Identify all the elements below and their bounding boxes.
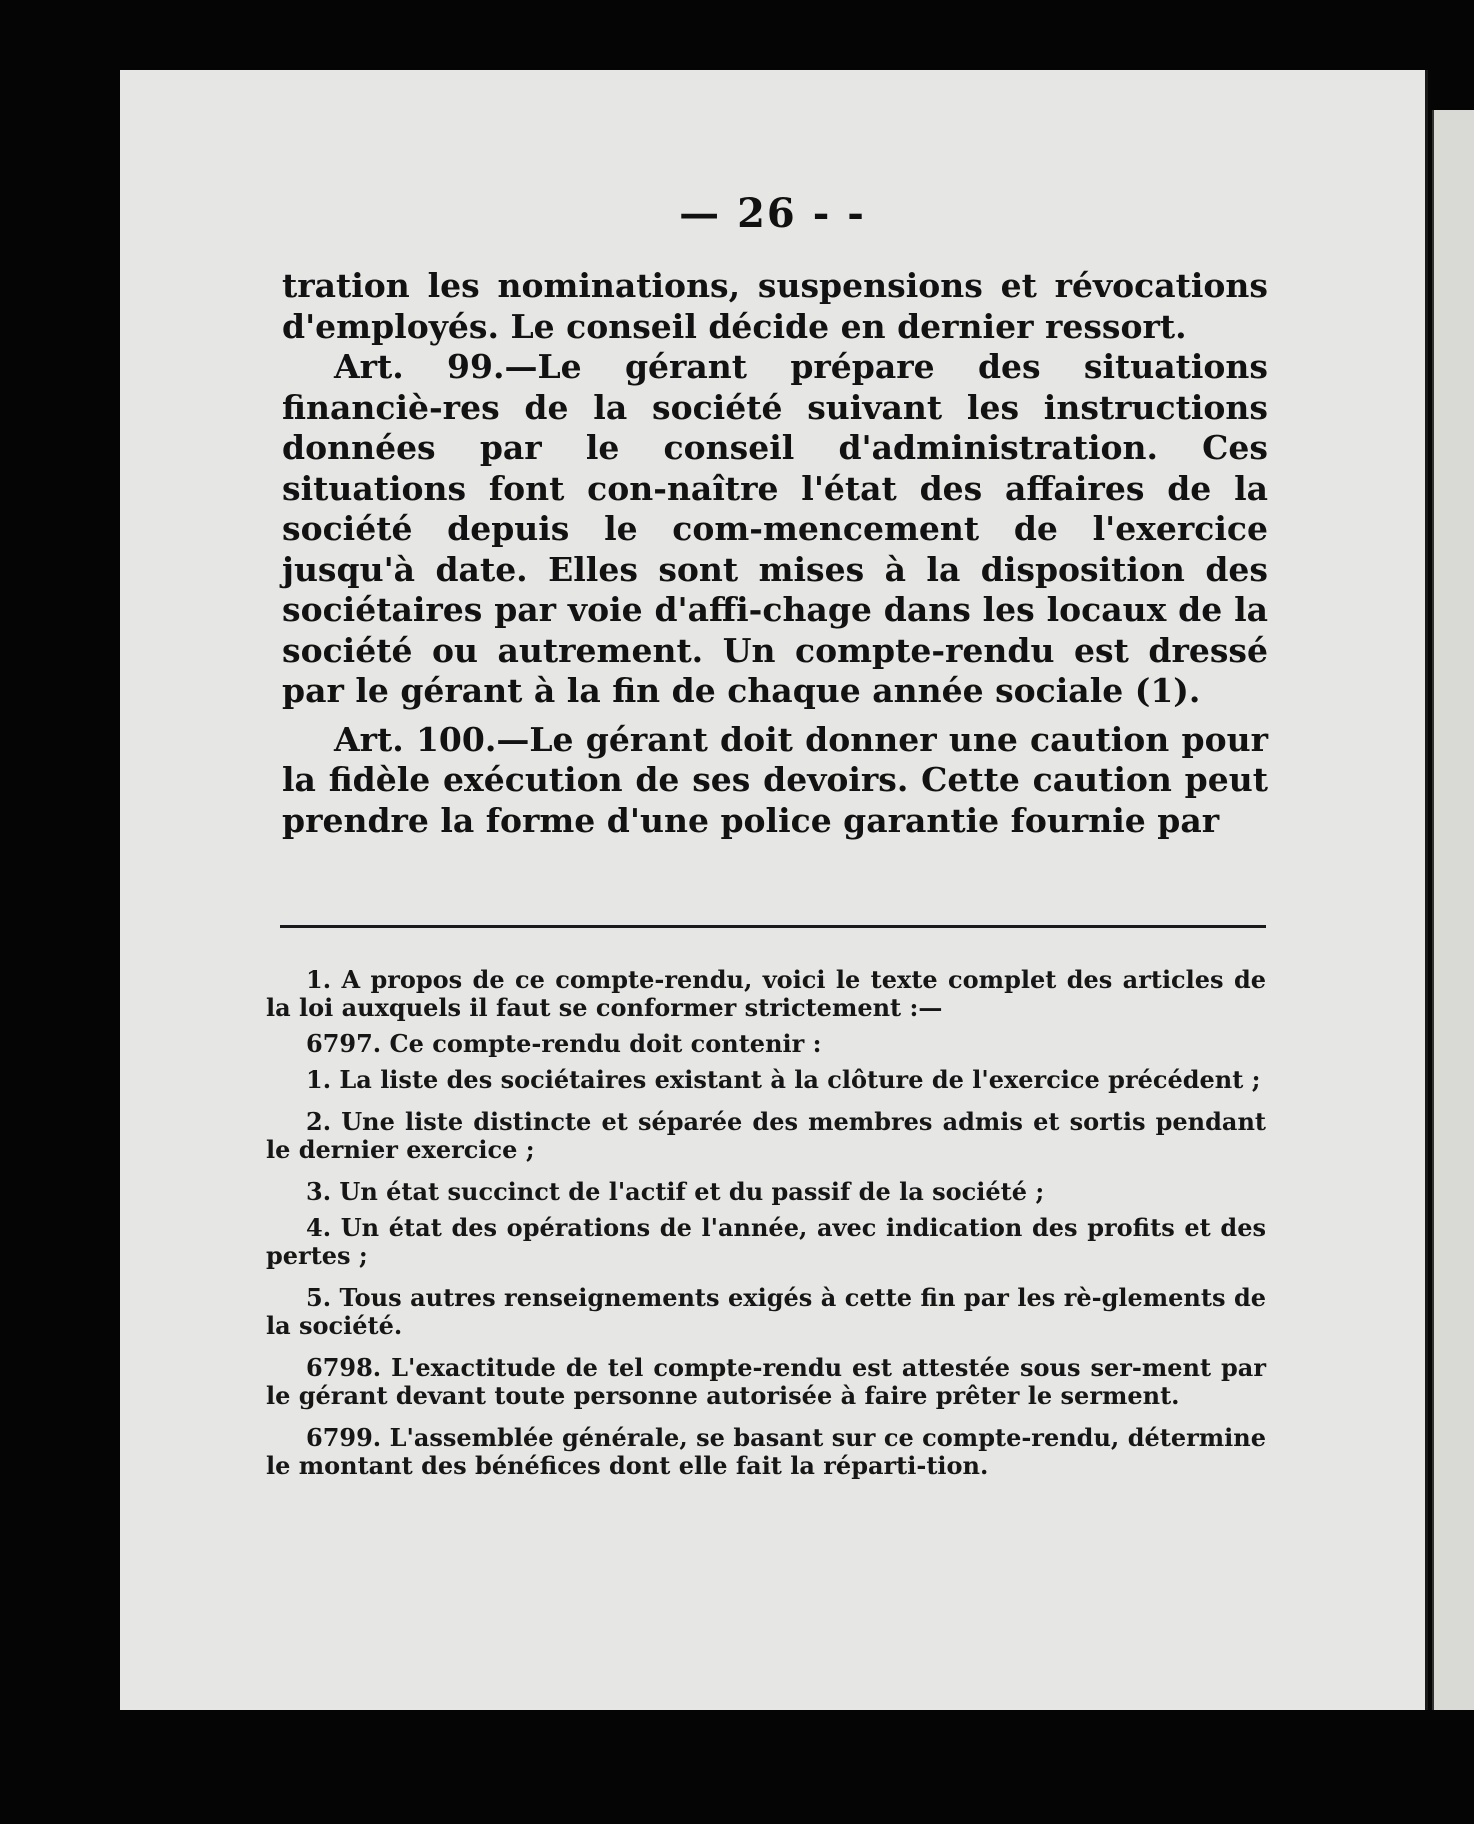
- body-paragraph-art-99: Art. 99.—Le gérant prépare des situations financiè-res de la société suivant les instructions données par le conseil d'administration. Ces situations font con-naître l'état des affaires de la société depuis le com-mencement de l'exercice jusqu'à date. Elles sont mises à la disposition des sociétaires par voie d'affi-chage dans les locaux de la société ou autrement. Un compte-rendu est dressé par le gérant à la fin de chaque année sociale (1).: [282, 347, 1268, 710]
- page-number: — 26 - -: [679, 190, 866, 237]
- footnote-item: 1. La liste des sociétaires existant à la clôture de l'exercice précédent ;: [306, 1065, 1261, 1094]
- footnote-item: 5. Tous autres renseignements exigés à cette fin par les rè-glements de la société.: [266, 1283, 1266, 1340]
- footnote-item: 6797. Ce compte-rendu doit contenir :: [306, 1029, 822, 1058]
- body-paragraph: tration les nominations, suspensions et révocations d'employés. Le conseil décide en dernier ressort.: [282, 266, 1268, 346]
- footnote-item: 1. A propos de ce compte-rendu, voici le texte complet des articles de la loi auxquels il faut se conformer strictement :—: [266, 965, 1266, 1022]
- footnote-item: 3. Un état succinct de l'actif et du passif de la société ;: [306, 1177, 1045, 1206]
- footnote-item: 2. Une liste distincte et séparée des membres admis et sortis pendant le dernier exercice ;: [266, 1107, 1266, 1164]
- footnote-item: 6799. L'assemblée générale, se basant sur ce compte-rendu, détermine le montant des bénéfices dont elle fait la réparti-tion.: [266, 1423, 1266, 1480]
- footnote-separator: [280, 925, 1266, 928]
- body-text: [282, 266, 1268, 841]
- footnote-item: 6798. L'exactitude de tel compte-rendu est attestée sous ser-ment par le gérant devant toute personne autorisée à faire prêter le serment.: [266, 1353, 1266, 1410]
- footnotes: [266, 966, 1266, 1494]
- footnote-item: 4. Un état des opérations de l'année, avec indication des profits et des pertes ;: [266, 1213, 1266, 1270]
- body-paragraph-art-100: Art. 100.—Le gérant doit donner une caution pour la fidèle exécution de ses devoirs. Cette caution peut prendre la forme d'une police garantie fournie par: [282, 719, 1268, 840]
- facing-page-edge: [1432, 110, 1474, 1710]
- document-page: [120, 70, 1428, 1710]
